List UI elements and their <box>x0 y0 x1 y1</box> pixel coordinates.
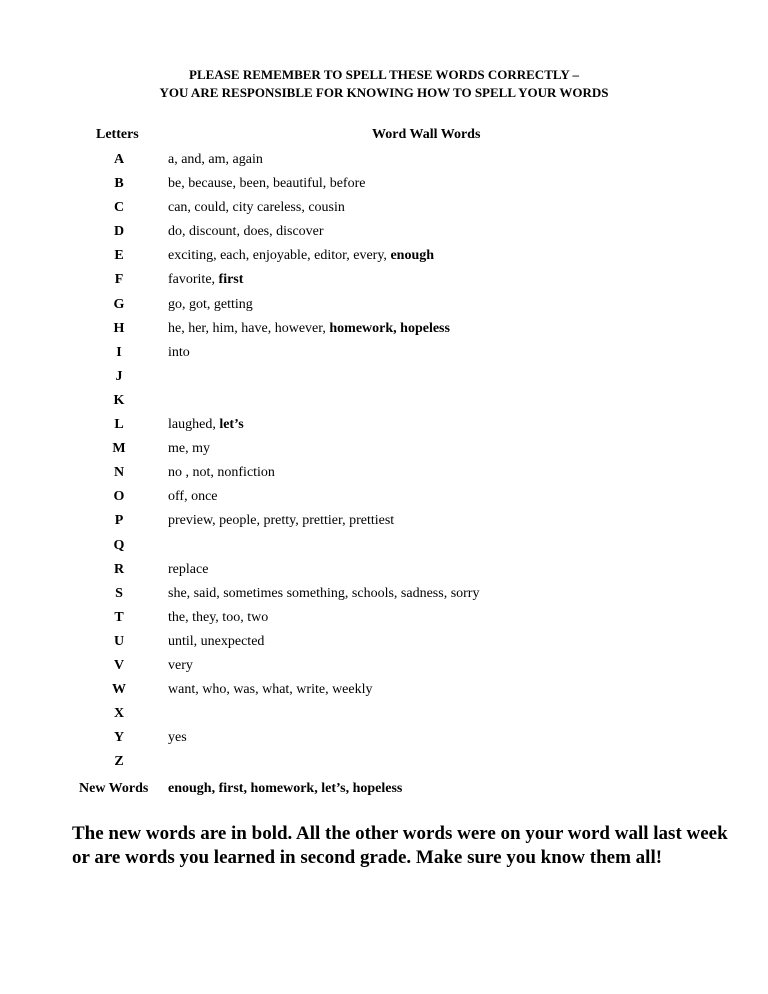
word-segment: go, got, getting <box>168 296 253 312</box>
row-words <box>168 610 268 626</box>
row-words <box>168 176 365 192</box>
table-row <box>0 727 768 751</box>
word-segment: preview, people, pretty, prettier, prettiest <box>168 513 395 529</box>
row-words <box>168 465 275 481</box>
new-word-segment: enough <box>390 248 435 264</box>
word-segment: off, once <box>168 489 218 505</box>
word-segment: replace <box>168 561 209 577</box>
row-letter: Z <box>114 754 124 770</box>
row-words <box>168 272 243 288</box>
row-words <box>168 730 187 746</box>
word-segment: very <box>168 657 193 673</box>
table-row <box>0 486 768 510</box>
word-segment: she, said, sometimes something, schools, sadness, sorry <box>168 585 480 601</box>
footer-line-1: The new words are in bold. All the other words were on your word wall last week <box>72 823 728 844</box>
word-segment: want, who, was, what, write, weekly <box>168 682 373 698</box>
row-words <box>168 321 450 337</box>
letters-column-header: Letters <box>96 127 139 142</box>
table-row <box>0 438 768 462</box>
word-segment: a, and, am, again <box>168 152 263 167</box>
table-row <box>0 366 768 390</box>
word-segment: he, her, him, have, however, <box>168 320 330 336</box>
row-letter: N <box>113 465 125 481</box>
word-segment: do, discount, does, discover <box>168 224 324 240</box>
table-row <box>0 342 768 366</box>
word-wall-table <box>0 149 768 775</box>
new-word-segment: let’s <box>219 417 244 433</box>
word-segment: can, could, city careless, cousin <box>168 200 345 216</box>
word-segment: no , not, nonfiction <box>168 465 275 481</box>
row-words <box>168 441 210 457</box>
footer-line-2: or are words you learned in second grade. Make sure you know them all! <box>72 847 663 868</box>
word-segment: me, my <box>168 441 210 457</box>
row-letter: B <box>114 176 124 192</box>
row-letter: M <box>112 441 126 457</box>
table-row <box>0 269 768 293</box>
row-letter: F <box>114 272 124 288</box>
table-row <box>0 679 768 703</box>
row-words <box>168 152 263 168</box>
row-letter: Y <box>113 730 125 746</box>
row-words <box>168 248 434 264</box>
row-words <box>168 345 190 361</box>
word-segment: the, they, too, two <box>168 609 269 625</box>
word-segment: yes <box>168 730 187 746</box>
word-segment: into <box>168 344 190 360</box>
new-words-label: New Words <box>79 781 149 796</box>
row-letter: G <box>113 296 125 312</box>
row-words <box>168 513 394 529</box>
word-segment: be, because, been, beautiful, before <box>168 176 366 192</box>
table-row <box>0 510 768 534</box>
table-row <box>0 294 768 318</box>
row-words <box>168 417 244 433</box>
row-letter: R <box>113 561 125 577</box>
footer-note <box>72 822 752 870</box>
header-line-2: YOU ARE RESPONSIBLE FOR KNOWING HOW TO SPELL YOUR WORDS <box>159 85 609 100</box>
word-segment: until, unexpected <box>168 633 265 649</box>
row-letter: W <box>112 682 126 698</box>
table-row <box>0 583 768 607</box>
table-row <box>0 607 768 631</box>
row-letter: E <box>114 248 124 264</box>
new-word-segment: homework, hopeless <box>329 320 450 336</box>
table-row <box>0 414 768 438</box>
row-words <box>168 224 324 240</box>
table-row <box>0 245 768 269</box>
row-letter: S <box>115 585 123 601</box>
page-header <box>0 66 768 102</box>
row-words <box>168 682 373 698</box>
row-letter: V <box>113 657 125 673</box>
row-letter: T <box>114 609 124 625</box>
row-letter: K <box>113 392 125 408</box>
row-letter: O <box>113 489 125 505</box>
row-letter: A <box>113 152 125 167</box>
table-row <box>0 751 768 775</box>
row-letter: Q <box>113 537 125 553</box>
row-letter: H <box>113 320 125 336</box>
row-words <box>168 200 345 216</box>
table-row <box>0 173 768 197</box>
word-segment: exciting, each, enjoyable, editor, every, <box>168 248 391 264</box>
row-letter: J <box>115 368 123 384</box>
table-row <box>0 390 768 414</box>
table-row <box>0 318 768 342</box>
row-words <box>168 489 218 505</box>
header-line-1: PLEASE REMEMBER TO SPELL THESE WORDS CORRECTLY – <box>189 67 579 82</box>
row-words <box>168 634 264 650</box>
table-row <box>0 221 768 245</box>
row-letter: U <box>113 633 125 649</box>
table-row <box>0 631 768 655</box>
row-letter: L <box>114 417 124 433</box>
table-row <box>0 703 768 727</box>
table-row <box>0 655 768 679</box>
row-words <box>168 562 208 578</box>
word-segment: laughed, <box>168 417 220 433</box>
table-row <box>0 559 768 583</box>
row-words <box>168 658 193 674</box>
new-words-list: enough, first, homework, let’s, hopeless <box>168 781 403 796</box>
row-letter: X <box>113 706 125 722</box>
row-words <box>168 586 479 602</box>
row-words <box>168 297 253 313</box>
row-letter: C <box>113 200 125 216</box>
table-row <box>0 462 768 486</box>
table-row <box>0 535 768 559</box>
new-word-segment: first <box>218 272 244 288</box>
table-row <box>0 149 768 173</box>
row-letter: P <box>114 513 124 529</box>
table-row <box>0 197 768 221</box>
words-column-header: Word Wall Words <box>372 127 481 142</box>
row-letter: D <box>113 224 125 240</box>
row-letter: I <box>116 344 122 360</box>
word-segment: favorite, <box>168 272 219 288</box>
